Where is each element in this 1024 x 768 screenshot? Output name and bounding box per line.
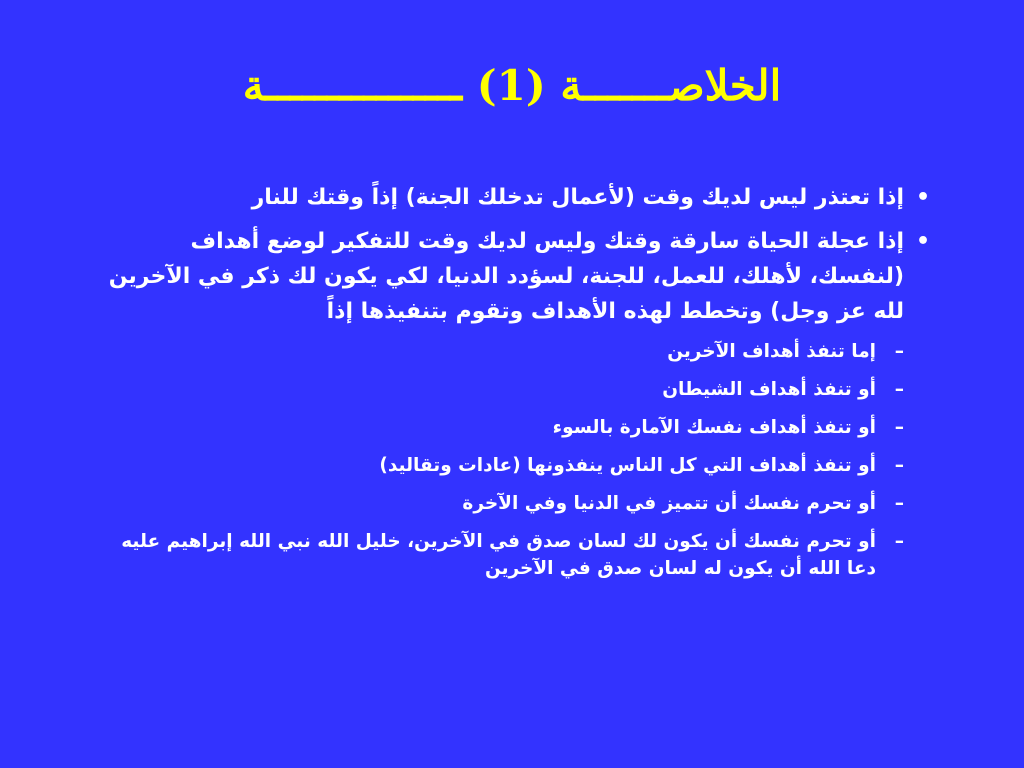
dash-icon: –: [894, 455, 904, 476]
dash-icon: –: [894, 417, 904, 438]
sub-text: أو تنفذ أهداف الشيطان: [662, 379, 876, 400]
dash-icon: –: [894, 493, 904, 514]
bullet-item: [100, 180, 930, 215]
bullet-icon: •: [915, 229, 930, 254]
dash-icon: –: [894, 379, 904, 400]
sub-text: أو تنفذ أهداف نفسك الآمارة بالسوء: [552, 417, 876, 438]
slide-content: [100, 180, 930, 593]
sub-text: أو تنفذ أهداف التي كل الناس ينفذونها (عادات وتقاليد): [379, 455, 876, 476]
bullet-text: إذا عجلة الحياة سارقة وقتك وليس لديك وقت للتفكير لوضع أهداف (لنفسك، لأهلك، للعمل، للجنة، لسؤدد الدنيا، لكي يكون لك ذكر في الآخرين لله عز وجل) وتخطط لهذه الأهداف وتقوم بتنفيذها إذاً: [108, 229, 904, 324]
sub-item: [100, 338, 904, 365]
dash-icon: –: [894, 531, 904, 552]
bullet-icon: •: [915, 185, 930, 210]
sub-list: [100, 338, 930, 582]
sub-item: [100, 376, 904, 403]
sub-text: إما تنفذ أهداف الآخرين: [667, 341, 876, 362]
sub-item: [100, 490, 904, 517]
sub-item: [100, 452, 904, 479]
sub-item: [100, 414, 904, 441]
sub-item: [100, 528, 904, 582]
sub-text: أو تحرم نفسك أن يكون لك لسان صدق في الآخرين، خليل الله نبي الله إبراهيم عليه دعا الله أن يكون له لسان صدق في الآخرين: [121, 531, 876, 579]
bullet-text: إذا تعتذر ليس لديك وقت (لأعمال تدخلك الجنة) إذاً وقتك للنار: [251, 185, 904, 210]
slide-title: الخلاصـــــــة (1) ــــــــــــــــة: [242, 61, 782, 110]
dash-icon: –: [894, 341, 904, 362]
sub-text: أو تحرم نفسك أن تتميز في الدنيا وفي الآخرة: [462, 493, 876, 514]
bullet-item: [100, 224, 930, 329]
